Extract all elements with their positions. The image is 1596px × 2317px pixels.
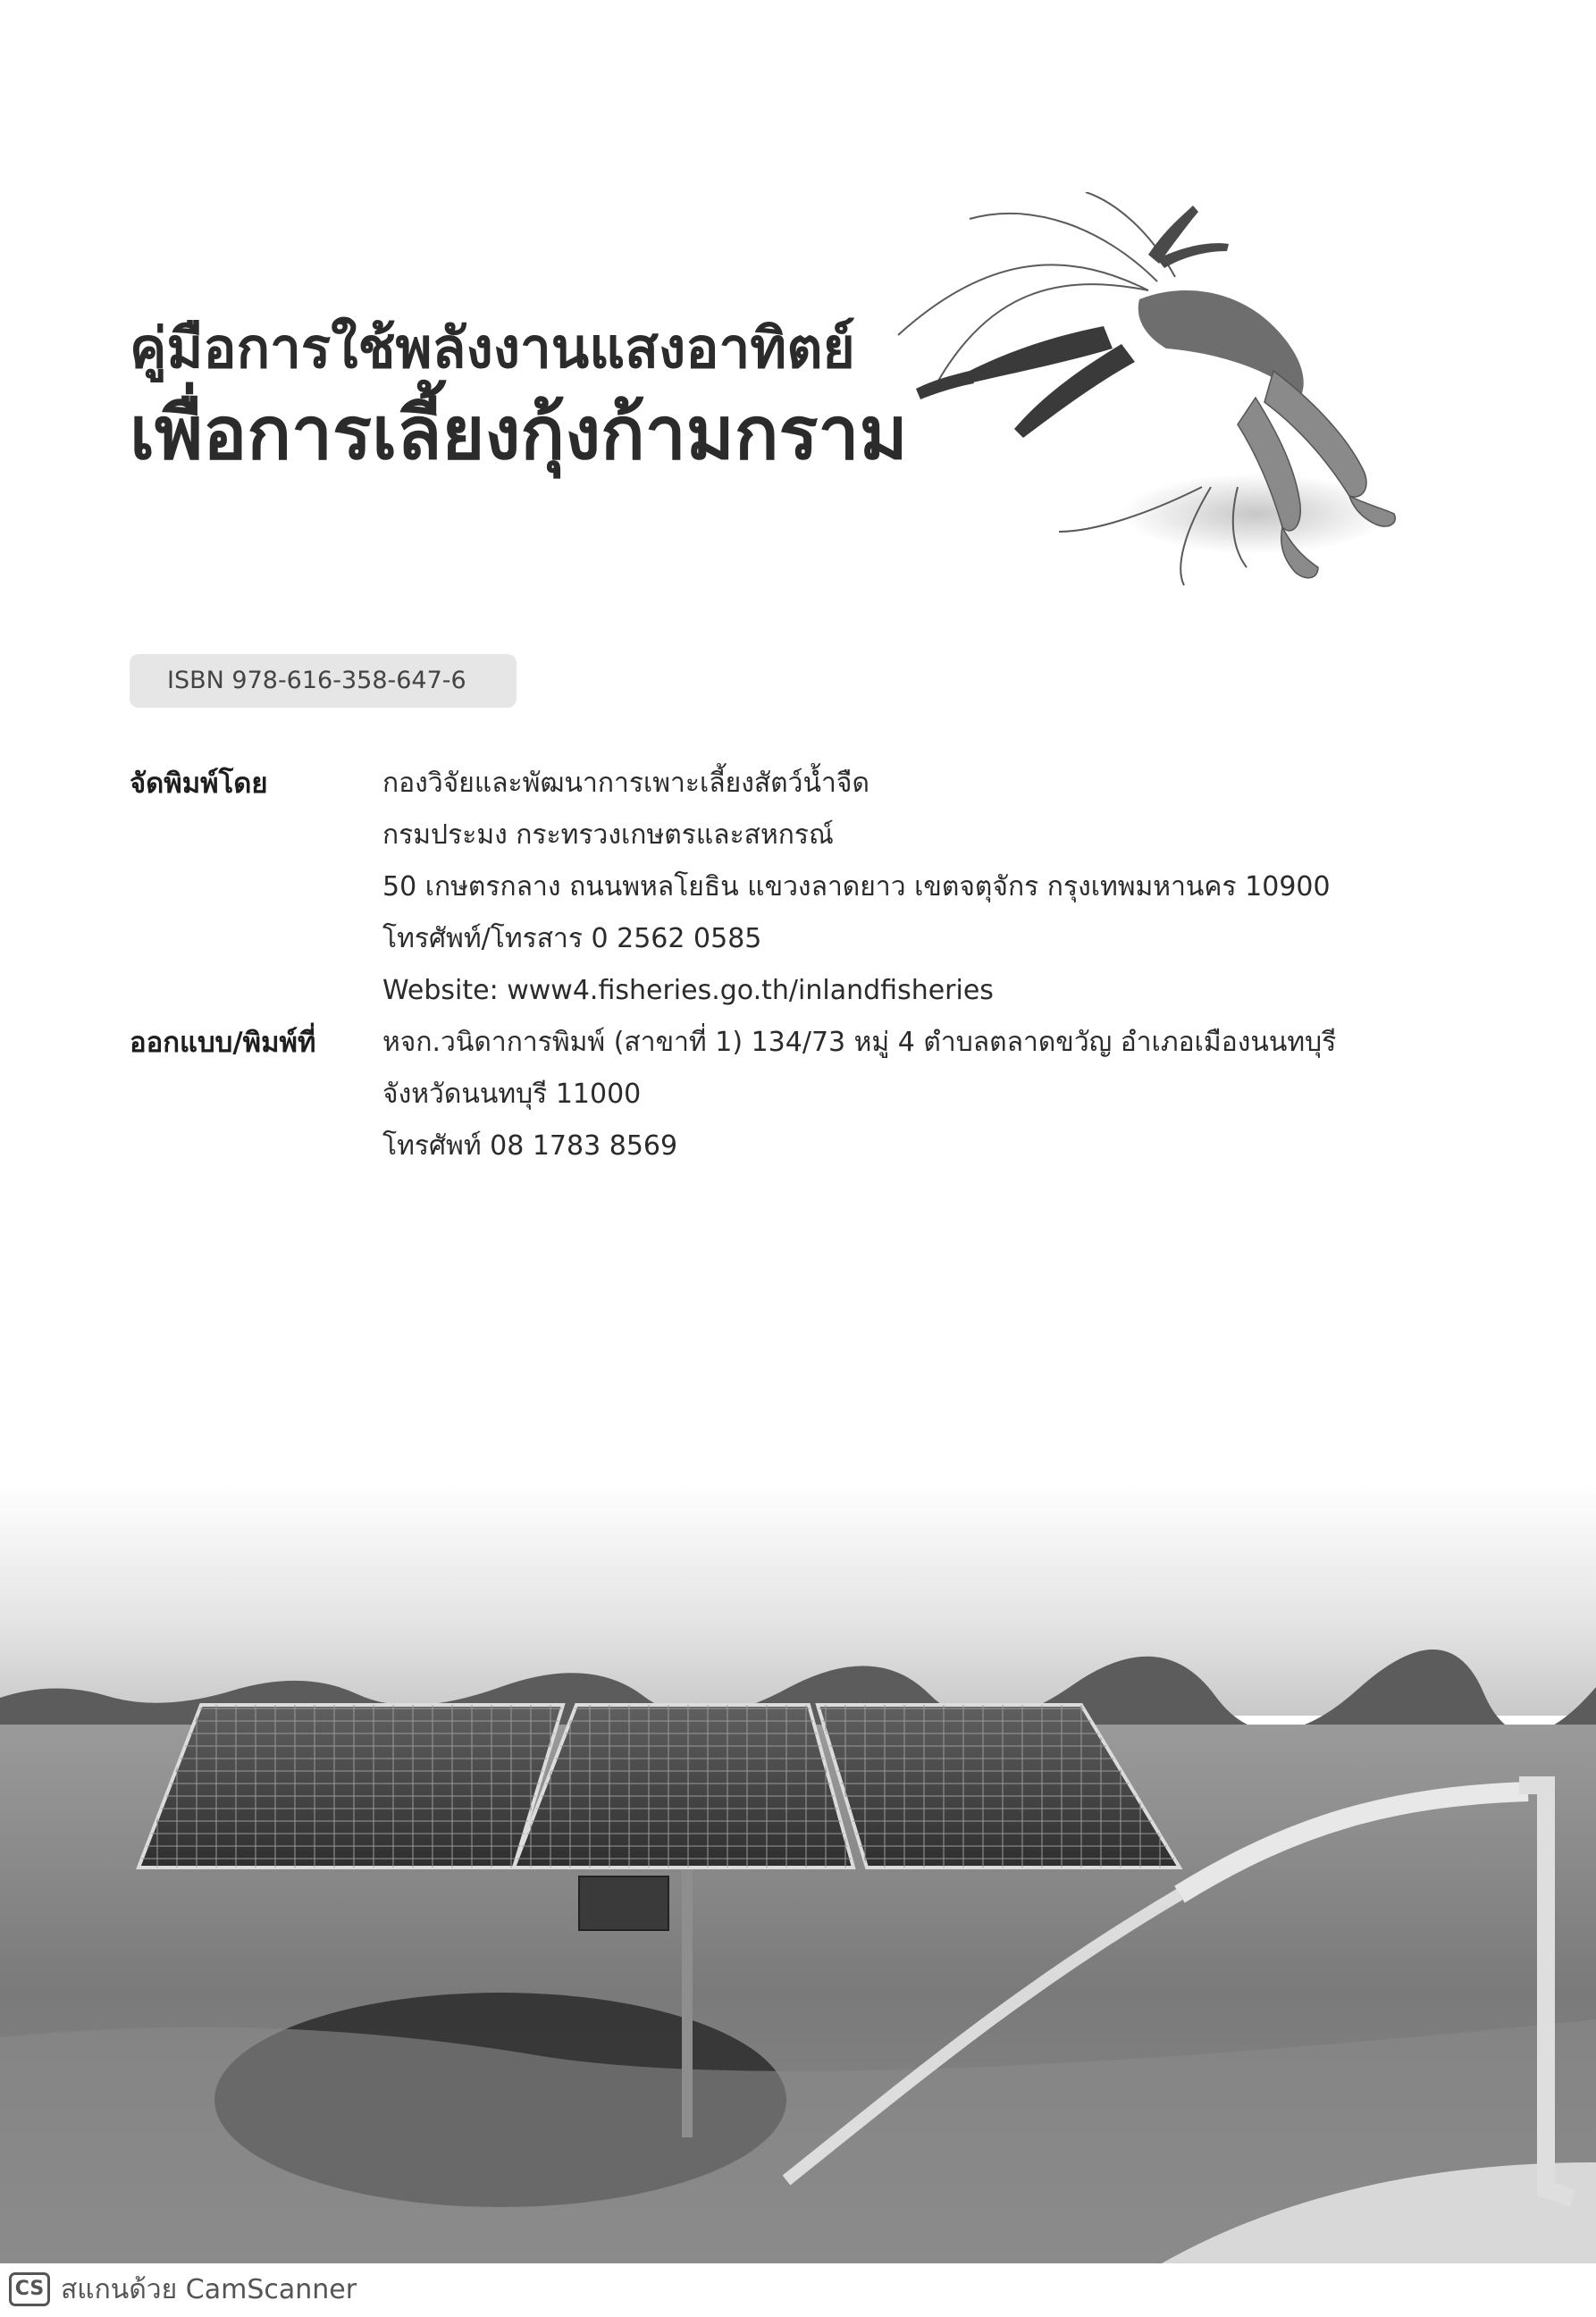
solar-panel-photo — [0, 1483, 1596, 2263]
publisher-line: กองวิจัยและพัฒนาการเพาะเลี้ยงสัตว์น้ำจืด — [382, 768, 869, 799]
publisher-label: จัดพิมพ์โดย — [130, 768, 268, 800]
camscanner-logo-icon: CS — [9, 2272, 50, 2306]
printer-line: หจก.วนิดาการพิมพ์ (สาขาที่ 1) 134/73 หมู่ 4 ตำบลตลาดขวัญ อำเภอเมืองนนทบุรี — [382, 1027, 1337, 1058]
scan-watermark-text: สแกนด้วย CamScanner — [61, 2274, 357, 2305]
publisher-row — [130, 758, 1470, 1017]
scan-footer — [0, 2263, 1596, 2317]
imprint-info — [130, 758, 1470, 1172]
printer-line: โทรศัพท์ 08 1783 8569 — [382, 1130, 678, 1162]
publisher-line: กรมประมง กระทรวงเกษตรและสหกรณ์ — [382, 819, 834, 851]
publisher-website: Website: www4.fisheries.go.th/inlandfisheries — [382, 975, 994, 1006]
printer-label: ออกแบบ/พิมพ์ที่ — [130, 1027, 316, 1059]
prawn-illustration — [880, 192, 1425, 612]
printer-row — [130, 1017, 1470, 1172]
isbn-badge: ISBN 978-616-358-647-6 — [130, 654, 517, 708]
printer-line: จังหวัดนนทบุรี 11000 — [382, 1079, 642, 1110]
publisher-line: โทรศัพท์/โทรสาร 0 2562 0585 — [382, 923, 762, 954]
book-title — [130, 313, 934, 480]
publisher-line: 50 เกษตรกลาง ถนนพหลโยธิน แขวงลาดยาว เขตจตุจักร กรุงเทพมหานคร 10900 — [382, 871, 1331, 902]
title-line-2: เพื่อการเลี้ยงกุ้งก้ามกราม — [130, 390, 908, 476]
title-line-1: คู่มือการใช้พลังงานแสงอาทิตย์ — [130, 315, 855, 381]
